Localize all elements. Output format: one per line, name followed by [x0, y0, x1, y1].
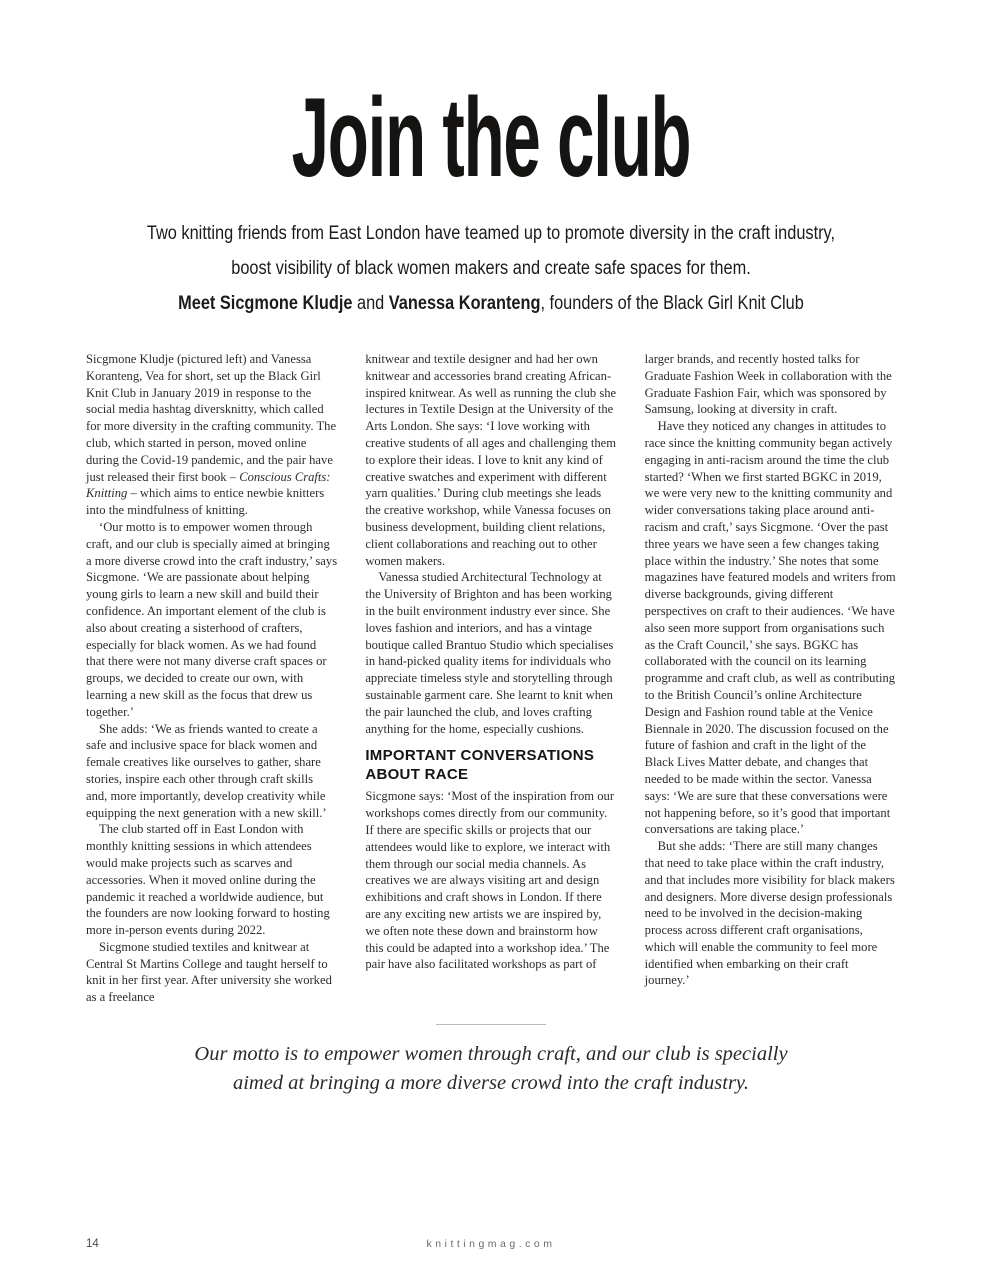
paragraph-text: – which aims to entice newbie knitters into the mindfulness of knitting.	[86, 486, 325, 518]
founder-name-1: Meet Sicgmone Kludje	[178, 293, 353, 314]
body-paragraph: Sicgmone studied textiles and knitwear at Central St Martins College and taught herself to knit in her first year. After university she worked as a freelance	[86, 939, 332, 1005]
page-number: 14	[86, 1238, 99, 1250]
body-paragraph: Sicgmone says: ‘Most of the inspiration from our workshops comes directly from our community. If there are specific skills or projects that our attendees would like to explore, we interact with them through our social media channels. As creatives we are always visiting art and design exhibitions and craft shows in London. If there are any exciting new artists we are inspired by, we often note these down and brainstorm how this could be adapted into a workshop idea.’ The pair have also facilitated workshops as part of	[365, 789, 615, 972]
body-paragraph: Vanessa studied Architectural Technology at the University of Brighton and has been working in the built environment industry ever since. She loves fashion and interiors, and has a vintage boutique called Brantuo Studio which specialises in hand-picked quality items for individuals who appreciate timeless style and storytelling through sustainable garment care. She learnt to knit when the pair launched the club, and loves crafting anything for the home, especially cushions.	[365, 570, 614, 736]
pull-quote-line-2: aimed at bringing a more diverse crowd into the craft industry.	[232, 1072, 750, 1095]
body-paragraph: The club started off in East London with monthly knitting sessions in which attendees would make projects such as scarves and accessories. When it moved online during the pandemic it reached a worldwide audience, but the founders are now looking forward to hosting more in-person events during 2022.	[86, 822, 330, 938]
book-title: Conscious Crafts: Knitting	[86, 469, 331, 501]
body-paragraph: But she adds: ‘There are still many changes that need to take place within the craft industry, and that includes more visibility for black makers and designers. More diverse design professionals need to be involved in the decision-making process across different craft organisations, which will enable the community to feel more identified when embarking on their craft journey.’	[644, 839, 895, 988]
website-url: knittingmag.com	[426, 1238, 556, 1250]
body-paragraph: ‘Our motto is to empower women through craft, and our club is specially aimed at bringing a more diverse crowd into the craft industry,’ says Sicgmone. ‘We are passionate about helping young girls to learn a new skill and build their confidence. An important element of the club is also about creating a sisterhood of crafters, especially for black women. As we had found that there were not many diverse craft spaces or groups, we decided to create our own, with learning a new skill as the focus that drew us together.’	[86, 519, 338, 719]
pull-quote-line-1: Our motto is to empower women through craft, and our club is specially	[194, 1043, 788, 1066]
founder-name-2: Vanessa Koranteng	[388, 293, 541, 314]
standfirst	[0, 216, 982, 321]
body-paragraph: larger brands, and recently hosted talks for Graduate Fashion Week in collaboration with the Graduate Fashion Fair, which was sponsored by Samsung, looking at diversity in craft.	[644, 352, 892, 417]
byline-text: and	[352, 293, 389, 314]
column-1	[86, 351, 337, 1006]
body-paragraph	[86, 351, 337, 519]
pull-quote-section	[0, 1024, 982, 1098]
body-paragraph: Have they noticed any changes in attitudes to race since the knitting community began actively engaging in anti-racism around the time the club started? ‘When we first started BGKC in 2019, we were very new to the knitting community and wider conversations taking place around anti-racism and craft,’ says Sicgmone. ‘Over the past three years we have seen a few changes taking place within the industry.’ She notes that some magazines have featured models and writers from diverse backgrounds, giving different perspectives on craft to their audiences. ‘We have also seen more support from organisations such as the Craft Council,’ she says. BGKC has collaborated with the council on its learning programme and craft club, as well as contributing to the British Council’s online Architecture Design and Fashion round table at the Venice Biennale in 2020. The discussion focused on the future of fashion and craft in the light of the Black Lives Matter debate, and changes that needed to be made within the sector. Vanessa says: ‘We are sure that these conversations were not happening before, so it’s good that important conversations are taking place.’	[644, 419, 896, 837]
article-title: Join the club	[291, 75, 691, 200]
page-footer	[0, 1236, 982, 1250]
body-paragraph: She adds: ‘We as friends wanted to create a safe and inclusive space for black women and female creatives like ourselves to gather, share stories, inspire each other through craft skills and, more importantly, develop creativity while equipping the next generation with a new skill.’	[86, 721, 327, 820]
column-3	[645, 351, 896, 1006]
byline-text-rest: , founders of the Black Girl Knit Club	[540, 293, 804, 314]
section-heading: IMPORTANT CONVERSATIONS ABOUT RACE	[365, 747, 595, 784]
paragraph-text: Sicgmone Kludje (pictured left) and Vanessa Koranteng, Vea for short, set up the Black Girl Knit Club in January 2019 in response to the social media hashtag diversknitty, which called for more diversity in the crafting community. The club, which started in person, moved online during the Covid-19 pandemic, and the pair have just released their first book –	[86, 352, 337, 484]
standfirst-line-2: boost visibility of black women makers and create safe spaces for them.	[231, 258, 751, 279]
standfirst-byline	[69, 286, 914, 321]
column-2	[365, 351, 616, 1006]
article-body	[0, 351, 982, 1006]
body-paragraph: knitwear and textile designer and had her own knitwear and accessories brand creating African-inspired knitwear. As well as running the club she lectures in Textile Design at the University of the Arts London. She says: ‘I love working with creative students of all ages and challenging them to explore their ideas. I love to knit any kind of creative swatches and experiment with different yarn qualities.’ During club meetings she leads the creative workshop, while Vanessa focuses on business development, building client relations, client collaborations and reaching out to other women makers.	[365, 352, 617, 568]
divider	[436, 1024, 546, 1025]
standfirst-line-1: Two knitting friends from East London have teamed up to promote diversity in the craft industry,	[146, 223, 836, 244]
